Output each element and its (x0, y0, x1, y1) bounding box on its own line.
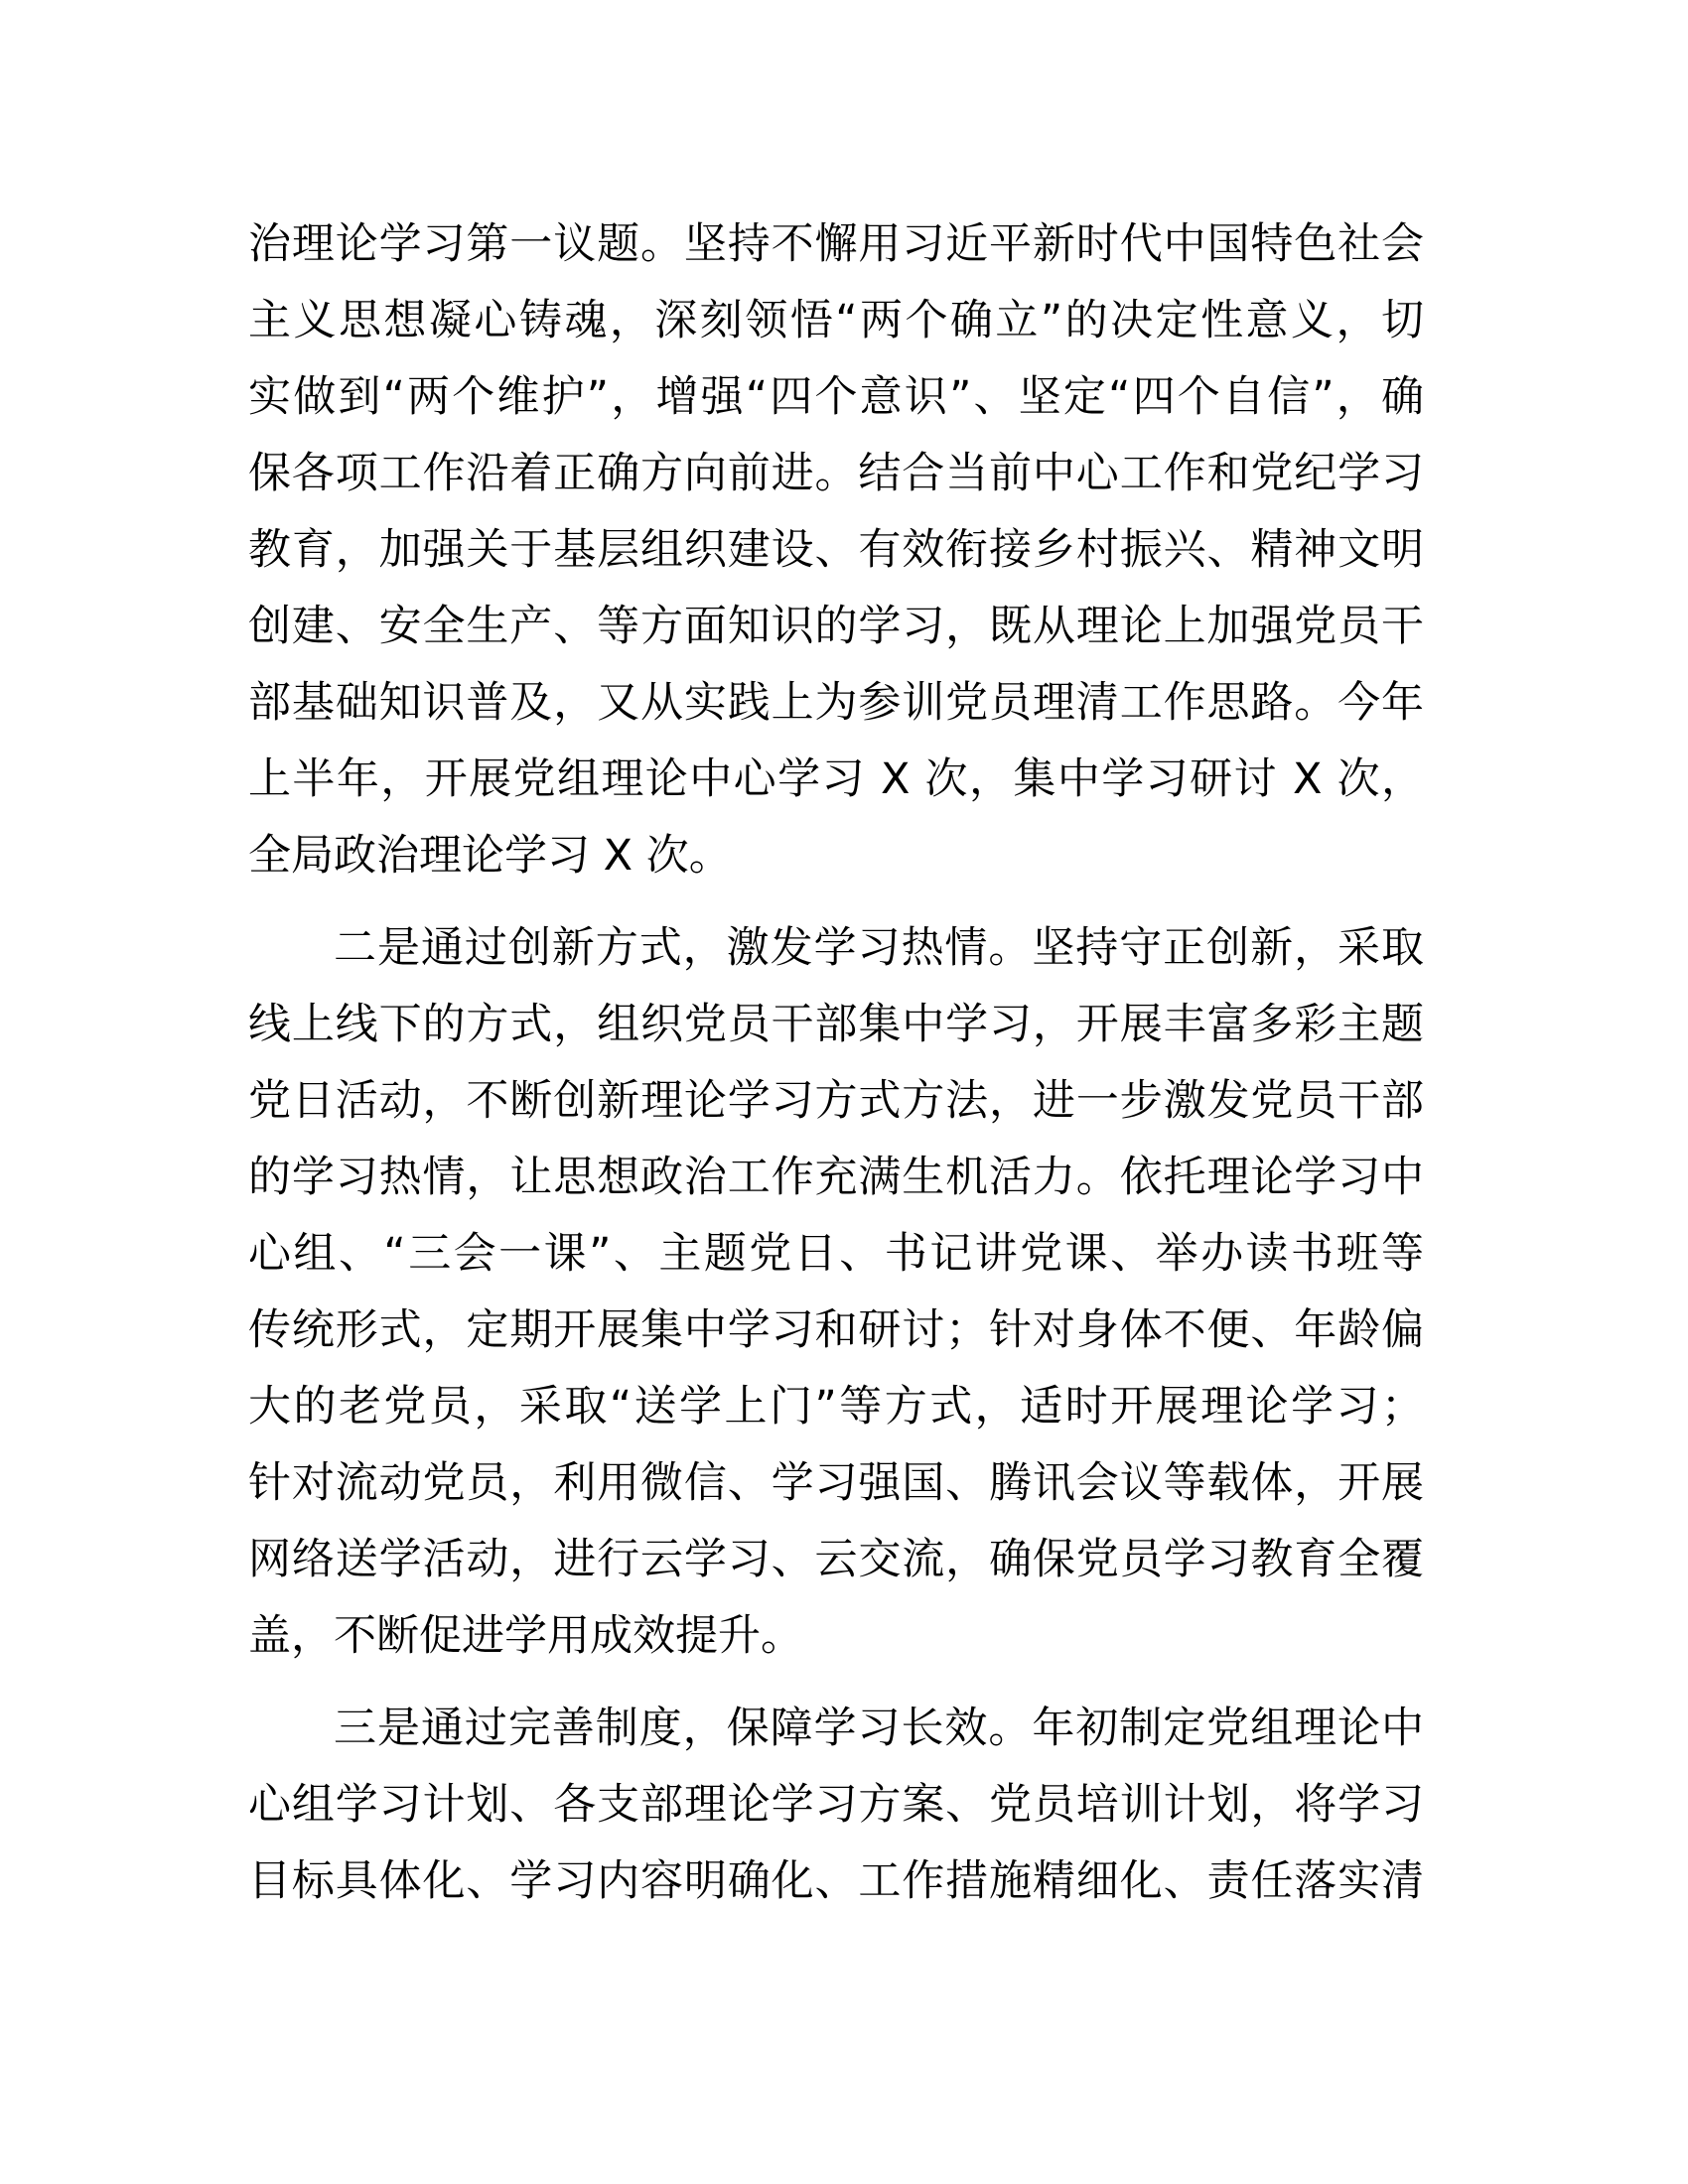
paragraph-3 (248, 1691, 1424, 1920)
text-line: 创建、安全生产、等方面知识的学习，既从理论上加强党员干 (248, 602, 1424, 651)
text-line: 党日活动，不断创新理论学习方式方法，进一步激发党员干部 (248, 1076, 1424, 1126)
text-line: 主义思想凝心铸魂，深刻领悟“两个确立”的决定性意义，切 (248, 296, 1424, 345)
document-page (248, 206, 1424, 1936)
text-line: 实做到“两个维护”，增强“四个意识”、坚定“四个自信”，确 (248, 372, 1424, 422)
text-line: 线上线下的方式，组织党员干部集中学习，开展丰富多彩主题 (248, 1000, 1424, 1049)
text-line: 心组学习计划、各支部理论学习方案、党员培训计划，将学习 (248, 1780, 1424, 1830)
text-line: 传统形式，定期开展集中学习和研讨；针对身体不便、年龄偏 (248, 1305, 1424, 1355)
text-line: 全局政治理论学习 X 次。 (248, 831, 732, 881)
text-line: 上半年，开展党组理论中心学习 X 次，集中学习研讨 X 次， (248, 754, 1424, 804)
text-line: 三是通过完善制度，保障学习长效。年初制定党组理论中 (334, 1704, 1424, 1753)
paragraph-1 (248, 206, 1424, 894)
paragraph-2 (248, 910, 1424, 1675)
text-line: 教育，加强关于基层组织建设、有效衔接乡村振兴、精神文明 (248, 525, 1424, 575)
text-line: 保各项工作沿着正确方向前进。结合当前中心工作和党纪学习 (248, 449, 1424, 498)
text-line: 针对流动党员，利用微信、学习强国、腾讯会议等载体，开展 (248, 1458, 1424, 1508)
text-line: 网络送学活动，进行云学习、云交流，确保党员学习教育全覆 (248, 1535, 1424, 1584)
text-line: 目标具体化、学习内容明确化、工作措施精细化、责任落实清 (248, 1856, 1424, 1906)
text-line: 心组、“三会一课”、主题党日、书记讲党课、举办读书班等 (248, 1229, 1424, 1279)
text-line: 大的老党员，采取“送学上门”等方式，适时开展理论学习； (248, 1382, 1424, 1432)
text-line: 治理论学习第一议题。坚持不懈用习近平新时代中国特色社会 (248, 219, 1424, 269)
text-line: 部基础知识普及，又从实践上为参训党员理清工作思路。今年 (248, 678, 1424, 728)
text-line: 二是通过创新方式，激发学习热情。坚持守正创新，采取 (334, 923, 1424, 973)
text-line: 盖，不断促进学用成效提升。 (248, 1611, 803, 1661)
text-line: 的学习热情，让思想政治工作充满生机活力。依托理论学习中 (248, 1153, 1424, 1202)
